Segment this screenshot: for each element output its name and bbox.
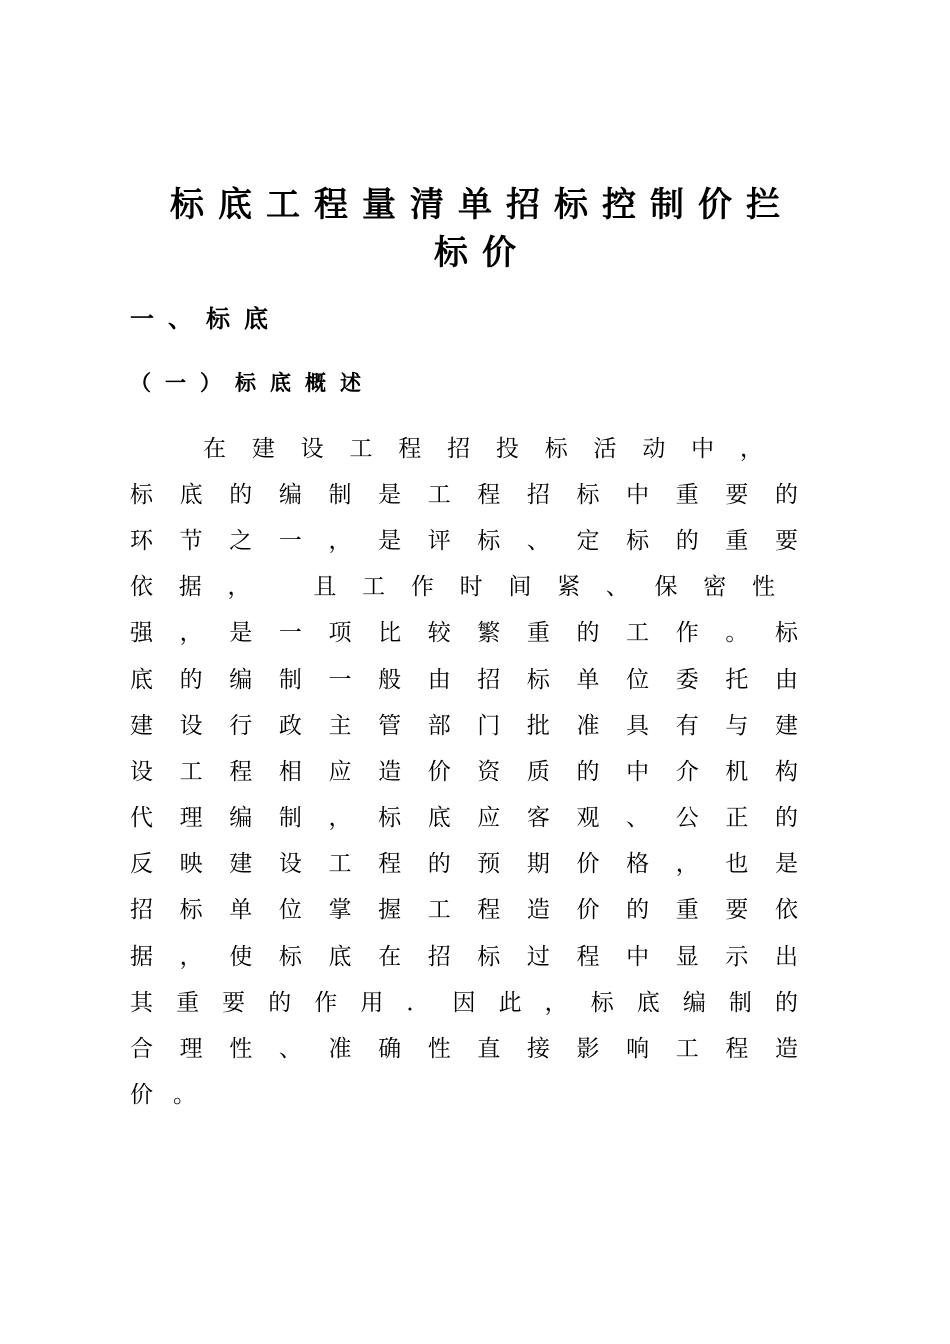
paragraph-line: 在建设工程招投标活动中， [203, 436, 763, 462]
paragraph-line: 合理性、准确性直接影响工程造 [130, 1036, 798, 1062]
paragraph-line: 环节之一，是评标、定标的重要 [130, 528, 798, 554]
document-title-line-1: 标底工程量清单招标控制价拦 [170, 185, 794, 225]
paragraph-line: 价。 [130, 1082, 216, 1108]
paragraph-line: 底的编制一般由招标单位委托由 [130, 667, 798, 693]
paragraph-line: 依据， 且工作时间紧、保密性 [130, 574, 775, 600]
paragraph-line: 代理编制，标底应客观、公正的 [130, 805, 798, 831]
paragraph-line: 据，使标底在招标过程中显示出 [130, 944, 798, 970]
paragraph-line: 设工程相应造价资质的中介机构 [130, 759, 798, 785]
paragraph-line: 其重要的作用．因此，标底编制的 [130, 990, 798, 1016]
paragraph-line: 反映建设工程的预期价格，也是 [130, 851, 798, 877]
document-title-line-2: 标价 [434, 233, 530, 273]
section-heading: 一、标底 [130, 305, 282, 333]
subsection-heading: （一）标底概述 [130, 371, 375, 395]
paragraph-line: 标底的编制是工程招标中重要的 [130, 482, 798, 508]
paragraph-line: 招标单位掌握工程造价的重要依 [130, 897, 798, 923]
paragraph-line: 强，是一项比较繁重的工作。标 [130, 620, 798, 646]
paragraph-line: 建设行政主管部门批准具有与建 [130, 713, 798, 739]
